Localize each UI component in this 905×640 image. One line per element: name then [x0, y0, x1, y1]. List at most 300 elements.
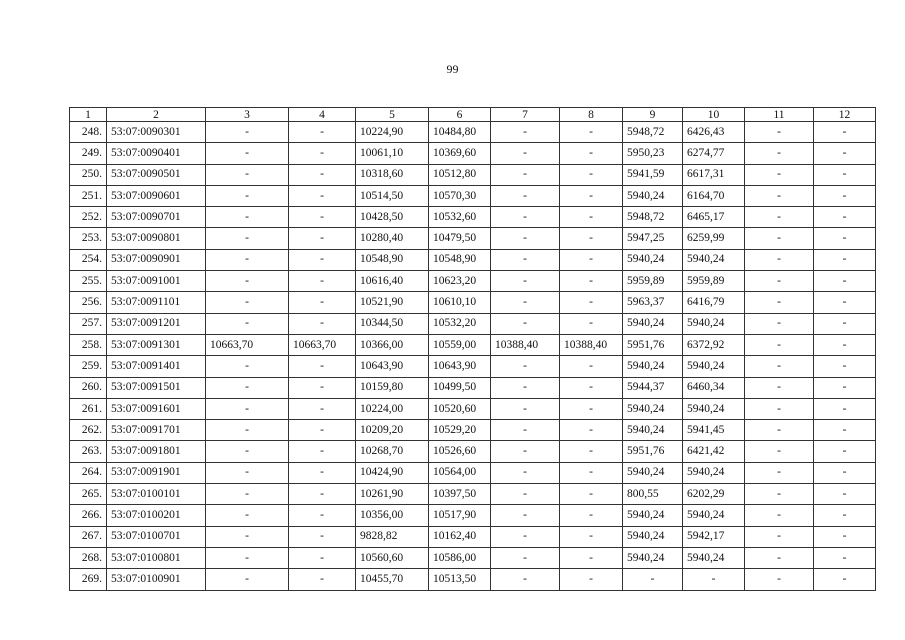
table-cell: -: [560, 398, 623, 419]
table-cell: -: [491, 526, 560, 547]
table-cell: 10616,40: [356, 271, 429, 292]
table-cell: -: [745, 420, 814, 441]
table-cell: -: [560, 164, 623, 185]
table-cell: -: [289, 249, 356, 270]
table-cell: 6202,29: [683, 484, 745, 505]
table-row: [70, 185, 876, 206]
table-cell: -: [491, 398, 560, 419]
table-cell: 5940,24: [683, 547, 745, 568]
table-cell: 800,55: [623, 484, 683, 505]
table-cell: -: [289, 271, 356, 292]
table-cell: 5959,89: [623, 271, 683, 292]
table-cell: 53:07:0090901: [107, 249, 206, 270]
table-cell: 10162,40: [429, 526, 491, 547]
table-cell: -: [745, 313, 814, 334]
table-cell: -: [814, 164, 876, 185]
table-cell: 255.: [70, 271, 107, 292]
table-cell: 53:07:0100201: [107, 505, 206, 526]
table-cell: 10623,20: [429, 271, 491, 292]
table-cell: -: [560, 143, 623, 164]
table-cell: -: [206, 505, 289, 526]
column-header: 4: [289, 108, 356, 122]
table-row: [70, 292, 876, 313]
table-cell: -: [491, 313, 560, 334]
table-cell: 53:07:0091601: [107, 398, 206, 419]
table-cell: -: [206, 547, 289, 568]
table-cell: 10224,00: [356, 398, 429, 419]
table-cell: -: [745, 462, 814, 483]
table-cell: -: [745, 334, 814, 355]
table-row: [70, 569, 876, 590]
column-header: 10: [683, 108, 745, 122]
table-cell: 5940,24: [623, 420, 683, 441]
table-cell: 258.: [70, 334, 107, 355]
table-cell: 53:07:0090301: [107, 122, 206, 143]
table-cell: -: [814, 505, 876, 526]
table-cell: -: [289, 484, 356, 505]
table-cell: 10532,20: [429, 313, 491, 334]
table-cell: 10521,90: [356, 292, 429, 313]
table-cell: -: [560, 292, 623, 313]
table-cell: 268.: [70, 547, 107, 568]
table-cell: 252.: [70, 207, 107, 228]
page-number: 99: [446, 62, 459, 76]
table-cell: -: [560, 420, 623, 441]
table-cell: -: [814, 569, 876, 590]
table-cell: -: [560, 122, 623, 143]
table-cell: 10643,90: [356, 356, 429, 377]
table-cell: -: [814, 228, 876, 249]
table-cell: -: [745, 441, 814, 462]
table-cell: -: [745, 377, 814, 398]
table-cell: -: [206, 164, 289, 185]
table-cell: -: [491, 569, 560, 590]
table-cell: 10526,60: [429, 441, 491, 462]
table-cell: 10560,60: [356, 547, 429, 568]
table-cell: 249.: [70, 143, 107, 164]
table-cell: 6416,79: [683, 292, 745, 313]
table-row: [70, 249, 876, 270]
table-cell: 5947,25: [623, 228, 683, 249]
table-cell: 5940,24: [683, 505, 745, 526]
table-cell: -: [560, 526, 623, 547]
table-cell: 10455,70: [356, 569, 429, 590]
table-cell: -: [289, 398, 356, 419]
table-cell: 10366,00: [356, 334, 429, 355]
table-cell: 250.: [70, 164, 107, 185]
table-cell: 10513,50: [429, 569, 491, 590]
table-cell: -: [491, 249, 560, 270]
table-cell: -: [289, 164, 356, 185]
table-cell: -: [206, 207, 289, 228]
table-cell: -: [745, 164, 814, 185]
table-cell: -: [814, 377, 876, 398]
table-cell: 5940,24: [623, 398, 683, 419]
table-cell: 10559,00: [429, 334, 491, 355]
table-cell: 10369,60: [429, 143, 491, 164]
table-cell: 267.: [70, 526, 107, 547]
table-cell: -: [491, 228, 560, 249]
table-cell: 6274,77: [683, 143, 745, 164]
table-cell: 5940,24: [623, 462, 683, 483]
table-cell: -: [206, 292, 289, 313]
table-row: [70, 420, 876, 441]
table-cell: 10586,00: [429, 547, 491, 568]
table-cell: -: [683, 569, 745, 590]
table-cell: 10484,80: [429, 122, 491, 143]
table-cell: -: [814, 122, 876, 143]
table-cell: -: [289, 122, 356, 143]
table-cell: -: [206, 271, 289, 292]
table-cell: -: [623, 569, 683, 590]
table-cell: -: [206, 377, 289, 398]
table-cell: 53:07:0091401: [107, 356, 206, 377]
table-cell: -: [206, 143, 289, 164]
table-cell: 6259,99: [683, 228, 745, 249]
table-cell: -: [560, 228, 623, 249]
table-cell: 53:07:0091501: [107, 377, 206, 398]
table-cell: 10663,70: [206, 334, 289, 355]
table-cell: 53:07:0100901: [107, 569, 206, 590]
table-cell: -: [206, 441, 289, 462]
table-cell: -: [206, 228, 289, 249]
table-cell: 10479,50: [429, 228, 491, 249]
table-cell: 5950,23: [623, 143, 683, 164]
table-cell: 5940,24: [623, 249, 683, 270]
table-cell: -: [289, 547, 356, 568]
table-cell: -: [814, 292, 876, 313]
table-cell: 10610,10: [429, 292, 491, 313]
table-cell: -: [206, 122, 289, 143]
table-cell: -: [491, 143, 560, 164]
table-row: [70, 547, 876, 568]
table-cell: 10388,40: [491, 334, 560, 355]
table-cell: 263.: [70, 441, 107, 462]
table-cell: 10548,90: [356, 249, 429, 270]
table-cell: 10517,90: [429, 505, 491, 526]
table-cell: 10224,90: [356, 122, 429, 143]
table-cell: -: [745, 207, 814, 228]
table-cell: -: [206, 462, 289, 483]
table-cell: 10499,50: [429, 377, 491, 398]
table-cell: -: [289, 462, 356, 483]
column-header: 1: [70, 108, 107, 122]
table-cell: -: [206, 420, 289, 441]
column-header: 2: [107, 108, 206, 122]
table-cell: 5940,24: [623, 547, 683, 568]
table-cell: 10570,30: [429, 185, 491, 206]
table-cell: -: [491, 377, 560, 398]
column-header: 11: [745, 108, 814, 122]
table-cell: 5941,45: [683, 420, 745, 441]
table-cell: -: [491, 122, 560, 143]
table-cell: 266.: [70, 505, 107, 526]
table-row: [70, 143, 876, 164]
table-cell: 5941,59: [623, 164, 683, 185]
table-cell: 53:07:0090401: [107, 143, 206, 164]
table-cell: -: [289, 377, 356, 398]
table-cell: 264.: [70, 462, 107, 483]
table-cell: 5940,24: [683, 313, 745, 334]
table-cell: -: [814, 313, 876, 334]
table-cell: 53:07:0091201: [107, 313, 206, 334]
table-cell: -: [560, 313, 623, 334]
table-row: [70, 228, 876, 249]
table-cell: 10261,90: [356, 484, 429, 505]
table-cell: 10529,20: [429, 420, 491, 441]
table-cell: -: [560, 271, 623, 292]
table-row: [70, 462, 876, 483]
table-cell: -: [745, 505, 814, 526]
table-cell: 5940,24: [683, 249, 745, 270]
table-cell: -: [814, 462, 876, 483]
table-cell: 6421,42: [683, 441, 745, 462]
table-cell: 5944,37: [623, 377, 683, 398]
column-header: 8: [560, 108, 623, 122]
table-cell: 5940,24: [683, 398, 745, 419]
table-row: [70, 505, 876, 526]
table-cell: -: [814, 356, 876, 377]
table-cell: 10643,90: [429, 356, 491, 377]
table-cell: 248.: [70, 122, 107, 143]
table-cell: -: [289, 356, 356, 377]
table-row: [70, 526, 876, 547]
table-cell: 6465,17: [683, 207, 745, 228]
table-cell: -: [206, 249, 289, 270]
data-table: [69, 107, 876, 591]
table-row: [70, 484, 876, 505]
table-cell: -: [814, 441, 876, 462]
table-cell: -: [289, 569, 356, 590]
table-cell: 5963,37: [623, 292, 683, 313]
table-cell: -: [745, 249, 814, 270]
table-cell: 269.: [70, 569, 107, 590]
table-cell: -: [491, 484, 560, 505]
column-header: 3: [206, 108, 289, 122]
table-cell: -: [745, 356, 814, 377]
table-cell: -: [745, 398, 814, 419]
table-cell: 10280,40: [356, 228, 429, 249]
table-cell: 5948,72: [623, 207, 683, 228]
table-cell: -: [491, 207, 560, 228]
table-cell: 53:07:0090501: [107, 164, 206, 185]
table-cell: 10428,50: [356, 207, 429, 228]
table-cell: -: [745, 185, 814, 206]
table-cell: -: [491, 547, 560, 568]
table-cell: 10548,90: [429, 249, 491, 270]
table-row: [70, 398, 876, 419]
table-cell: -: [814, 526, 876, 547]
table-cell: 5940,24: [623, 505, 683, 526]
table-cell: -: [491, 441, 560, 462]
table-cell: 5951,76: [623, 334, 683, 355]
table-cell: 10520,60: [429, 398, 491, 419]
table-cell: 53:07:0091101: [107, 292, 206, 313]
table-cell: -: [560, 249, 623, 270]
table-cell: 6617,31: [683, 164, 745, 185]
table-cell: 53:07:0100701: [107, 526, 206, 547]
table-cell: -: [289, 505, 356, 526]
table-cell: 9828,82: [356, 526, 429, 547]
table-cell: -: [206, 185, 289, 206]
table-cell: 262.: [70, 420, 107, 441]
table-row: [70, 356, 876, 377]
table-cell: -: [560, 441, 623, 462]
table-row: [70, 164, 876, 185]
table-cell: 5942,17: [683, 526, 745, 547]
table-cell: 5940,24: [683, 356, 745, 377]
table-cell: -: [814, 185, 876, 206]
table-row: [70, 377, 876, 398]
table-cell: 254.: [70, 249, 107, 270]
table-cell: -: [814, 334, 876, 355]
table-cell: -: [289, 185, 356, 206]
table-cell: -: [745, 484, 814, 505]
table-cell: 6372,92: [683, 334, 745, 355]
table-cell: -: [814, 420, 876, 441]
table-cell: -: [560, 207, 623, 228]
table-cell: -: [289, 420, 356, 441]
table-cell: 10514,50: [356, 185, 429, 206]
table-cell: -: [289, 143, 356, 164]
table-cell: 6460,34: [683, 377, 745, 398]
table-cell: 5940,24: [623, 185, 683, 206]
column-header: 7: [491, 108, 560, 122]
table-cell: -: [491, 420, 560, 441]
table-cell: 53:07:0091901: [107, 462, 206, 483]
table-cell: 251.: [70, 185, 107, 206]
table-cell: -: [491, 505, 560, 526]
table-cell: 10318,60: [356, 164, 429, 185]
table-cell: 5940,24: [683, 462, 745, 483]
table-cell: -: [289, 313, 356, 334]
table-cell: -: [814, 143, 876, 164]
table-cell: -: [206, 526, 289, 547]
column-header: 12: [814, 108, 876, 122]
table-cell: -: [206, 484, 289, 505]
table-cell: -: [560, 569, 623, 590]
table-cell: -: [206, 398, 289, 419]
table-cell: -: [289, 526, 356, 547]
table-cell: 10061,10: [356, 143, 429, 164]
table-cell: 10564,00: [429, 462, 491, 483]
table-cell: 10424,90: [356, 462, 429, 483]
table-cell: -: [560, 462, 623, 483]
table-header-row: [70, 108, 876, 122]
table-cell: 10344,50: [356, 313, 429, 334]
table-cell: 5940,24: [623, 356, 683, 377]
table-cell: -: [560, 185, 623, 206]
table-cell: -: [206, 569, 289, 590]
table-cell: -: [491, 185, 560, 206]
table-cell: -: [745, 569, 814, 590]
table-cell: -: [206, 356, 289, 377]
table-cell: 10512,80: [429, 164, 491, 185]
table-cell: -: [814, 207, 876, 228]
table-cell: 10397,50: [429, 484, 491, 505]
table-cell: -: [560, 547, 623, 568]
table-cell: 5940,24: [623, 526, 683, 547]
table-cell: -: [491, 462, 560, 483]
table-cell: 10663,70: [289, 334, 356, 355]
table-cell: -: [745, 143, 814, 164]
table-cell: 6164,70: [683, 185, 745, 206]
table-cell: 5948,72: [623, 122, 683, 143]
table-cell: 260.: [70, 377, 107, 398]
table-row: [70, 207, 876, 228]
table-cell: -: [814, 271, 876, 292]
table-row: [70, 441, 876, 462]
table-cell: 10159,80: [356, 377, 429, 398]
table-cell: -: [814, 547, 876, 568]
table-cell: 10532,60: [429, 207, 491, 228]
table-cell: -: [289, 292, 356, 313]
table-cell: 256.: [70, 292, 107, 313]
table-cell: -: [491, 292, 560, 313]
column-header: 6: [429, 108, 491, 122]
table-row: [70, 122, 876, 143]
table-cell: -: [560, 377, 623, 398]
table-cell: -: [814, 249, 876, 270]
table-cell: 53:07:0091801: [107, 441, 206, 462]
table-cell: 10388,40: [560, 334, 623, 355]
table-cell: -: [745, 271, 814, 292]
table-cell: 53:07:0090801: [107, 228, 206, 249]
table-cell: 53:07:0090601: [107, 185, 206, 206]
table-cell: -: [491, 164, 560, 185]
table-cell: 257.: [70, 313, 107, 334]
table-cell: 5959,89: [683, 271, 745, 292]
table-cell: 253.: [70, 228, 107, 249]
table-cell: 6426,43: [683, 122, 745, 143]
table-cell: -: [745, 292, 814, 313]
table-row: [70, 334, 876, 355]
table-cell: 259.: [70, 356, 107, 377]
table-cell: -: [206, 313, 289, 334]
table-cell: -: [491, 356, 560, 377]
table-cell: 10209,20: [356, 420, 429, 441]
table-cell: 53:07:0091301: [107, 334, 206, 355]
table-row: [70, 271, 876, 292]
table-row: [70, 313, 876, 334]
column-header: 5: [356, 108, 429, 122]
table-cell: -: [491, 271, 560, 292]
table-cell: -: [560, 505, 623, 526]
table-cell: -: [289, 441, 356, 462]
table-cell: -: [814, 398, 876, 419]
table-cell: -: [289, 228, 356, 249]
table-cell: 53:07:0090701: [107, 207, 206, 228]
table-cell: 53:07:0100801: [107, 547, 206, 568]
table-cell: 10356,00: [356, 505, 429, 526]
table-cell: 261.: [70, 398, 107, 419]
table-cell: 53:07:0100101: [107, 484, 206, 505]
table-cell: 5951,76: [623, 441, 683, 462]
table-cell: -: [745, 122, 814, 143]
table-cell: 5940,24: [623, 313, 683, 334]
table-cell: -: [560, 356, 623, 377]
table-cell: -: [745, 228, 814, 249]
table-cell: 265.: [70, 484, 107, 505]
table-cell: -: [560, 484, 623, 505]
table-body: [70, 122, 876, 591]
table-cell: 53:07:0091001: [107, 271, 206, 292]
table-cell: 10268,70: [356, 441, 429, 462]
table-cell: 53:07:0091701: [107, 420, 206, 441]
column-header: 9: [623, 108, 683, 122]
table-cell: -: [745, 547, 814, 568]
table-cell: -: [814, 484, 876, 505]
